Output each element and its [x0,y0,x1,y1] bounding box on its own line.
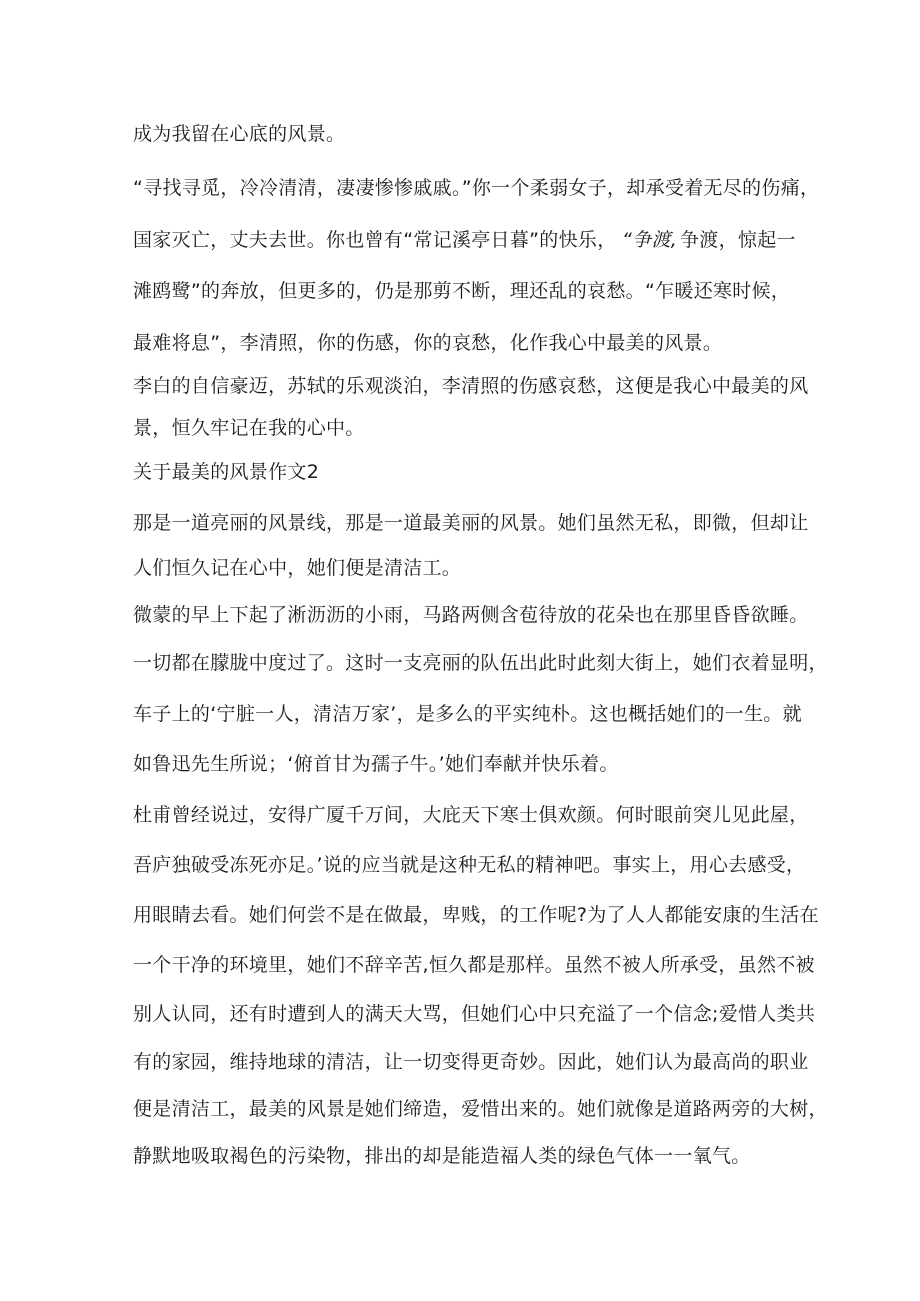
text-line: 车子上的‘宁脏一人，清洁万家’，是多么的平实纯朴。这也概括她们的一生。就 [133,703,802,725]
text-line: 一切都在朦胧中度过了。这时一支亮丽的队伍出此时此刻大街上，她们衣着显明， [133,652,828,674]
text-line: 用眼睛去看。她们何尝不是在做最，卑贱，的工作呢?为了人人都能安康的生活在 [133,904,819,926]
text-line: 别人认同，还有时遭到人的满天大骂，但她们心中只充溢了一个信念;爱惜人类共 [133,1003,816,1025]
text-line: 人们恒久记在心中，她们便是清洁工。 [133,557,462,579]
text-line: 静默地吸取褐色的污染物，排出的却是能造福人类的绿色气体一一氧气。 [133,1145,751,1167]
text-line: 成为我留在心底的风景。 [133,123,346,145]
text-line: 如鲁迅先生所说；‘俯首甘为孺子牛。’她们奉献并快乐着。 [133,753,619,775]
text-line: 一个干净的环境里，她们不辞辛苦,恒久都是那样。虽然不被人所承受，虽然不被 [133,954,815,976]
text-line: 微蒙的早上下起了淅沥沥的小雨，马路两侧含苞待放的花朵也在那里昏昏欲睡。 [133,604,809,626]
text-line: 吾庐独破受冻死亦足。’说的应当就是这种无私的精神吧。事实上，用心去感受， [133,854,806,876]
text-line: 滩鸥鹭”的奔放，但更多的，仍是那剪不断，理还乱的哀愁。“乍暖还寒时候， [133,280,791,302]
text-line: 国家灭亡，丈夫去世。你也曾有“常记溪亭日暮”的快乐， [133,229,617,251]
text-line: 那是一道亮丽的风景线，那是一道最美丽的风景。她们虽然无私，即微，但却让 [133,512,809,534]
text-line: 李白的自信豪迈，苏轼的乐观淡泊，李清照的伤感哀愁，这便是我心中最美的风 [133,375,809,397]
text-line: “寻找寻觅，冷冷清清，凄凄惨惨戚戚。”你一个柔弱女子，却承受着无尽的伤痛， [133,177,820,199]
text-line: 最难将息”，李清照，你的伤感，你的哀愁，化作我心中最美的风景。 [133,332,723,354]
text-line: 景，恒久牢记在我的心中。 [133,417,365,439]
text-line: 争渡，惊起一 [680,229,796,251]
text-line: 便是清洁工，最美的风景是她们缔造，爱惜出来的。她们就像是道路两旁的大树， [133,1098,828,1120]
text-line: 杜甫曾经说过，安得广厦千万间，大庇天下寒士俱欢颜。何时眼前突儿见此屋， [133,804,809,826]
section-heading: 关于最美的风景作文2 [133,461,320,483]
text-line: 有的家园，维持地球的清洁，让一切变得更奇妙。因此，她们认为最高尚的职业 [133,1051,809,1073]
text-line-italic: “争渡, [622,229,678,251]
